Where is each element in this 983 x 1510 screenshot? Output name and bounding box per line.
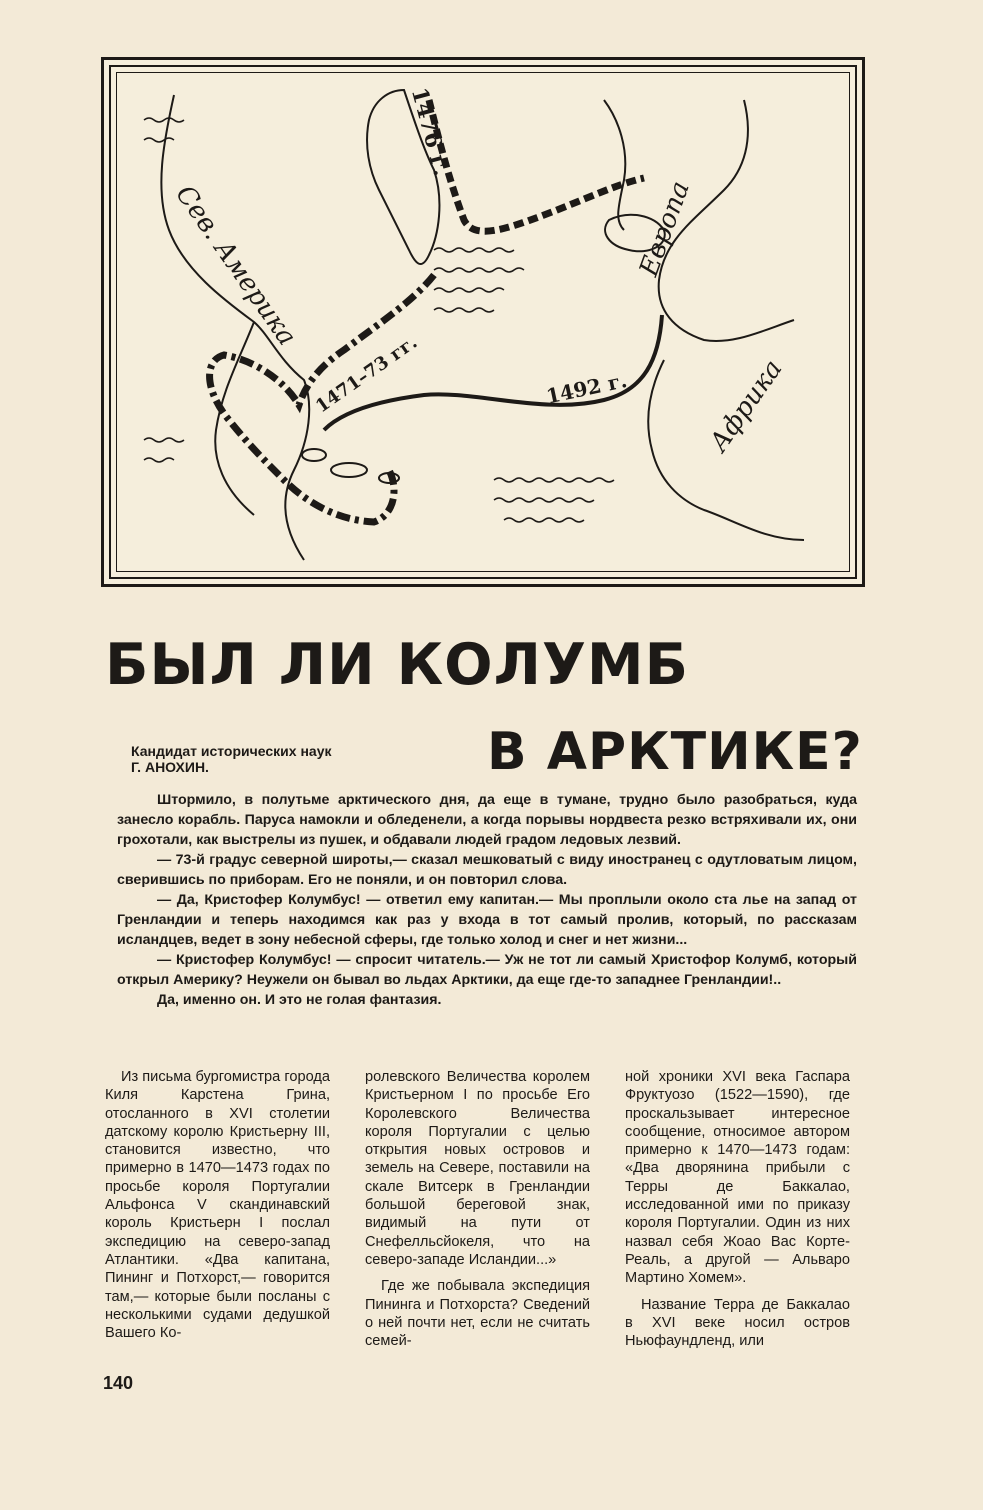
scandinavia	[604, 100, 625, 230]
intro-paragraph: Да, именно он. И это не голая фантазия.	[157, 992, 442, 1008]
byline	[131, 743, 451, 775]
body-column-3	[625, 1068, 850, 1350]
africa-coast	[648, 360, 804, 540]
north-america-coast	[161, 95, 309, 560]
body-paragraph: ной хроники XVI века Гаспара Фруктуозо (1522—1590), где проскальзывает интересное сообщение, относимое автором примерно к 1470—1473 годам: «Два дворянина прибыли с Терры де Баккалао, исследованной ими по приказу короля Португалии. Один из них назвал себя Жоао Вас Корте-Реаль, а другой — Альваро Мартино Хомем».	[625, 1069, 850, 1287]
map-label-north-america: Сев. Америка	[169, 180, 302, 352]
map-label-africa: Африка	[704, 354, 789, 458]
intro-paragraph: — Да, Кристофер Колумбус! — ответил ему капитан.— Мы проплыли около ста лье на запад от Гренландии и теперь находимся как раз у входа в тот самый пролив, который, по рассказам исландцев, ведет в зону небесной сферы, где только холод и снег и нет жизни...	[117, 892, 857, 948]
map-label-1471-73: 1471–73 гг.	[312, 331, 422, 418]
map-drawing	[104, 60, 868, 590]
body-paragraph: Где же побывала экспедиция Пининга и Потхорста? Сведений о ней почти нет, если не считать семей-	[365, 1278, 590, 1350]
article-title-line2: В АРКТИКЕ?	[487, 722, 863, 782]
route-1492	[324, 315, 662, 430]
body-paragraph: Из письма бургомистра города Киля Карстена Грина, отосланного в XVI столетии датскому королю Кристьерну III, становится известно, что примерно в 1470—1473 годах по просьбе короля Португалии Альфонса V скандинавский король Кристьерн I послал экспедицию на северо-запад Атлантики. «Два капитана, Пининг и Потхорст,— говорится там,— которые были посланы с несколькими судами дедушкой Вашего Ко-	[105, 1069, 330, 1342]
route-1471-73	[210, 275, 434, 522]
body-paragraph: Название Терра де Баккалао в XVI веке носил остров Ньюфаундленд, или	[625, 1296, 850, 1350]
body-column-1	[105, 1068, 330, 1342]
article-title-line1: БЫЛ ЛИ КОЛУМБ	[105, 632, 690, 698]
body-paragraph: ролевского Величества королем Кристьерном I по просьбе Его Королевского Величества короля Португалии с целью открытия новых островов и земель на Севере, поставили на скале Витсерк в Гренландии большой береговой знак, видимый на пути от Снефелльсйокеля, что на северо-западе Исландии...»	[365, 1069, 590, 1268]
page-number: 140	[103, 1373, 134, 1393]
intro-paragraph: — Кристофер Колумбус! — спросит читатель.— Уж не тот ли самый Христофор Колумб, который открыл Америку? Неужели он бывал во льдах Арктики, да еще где-то западнее Гренландии!..	[117, 952, 857, 988]
author-title: Кандидат исторических наук	[131, 743, 332, 759]
intro-paragraph: Штормило, в полутьме арктического дня, да еще в тумане, трудно было разобраться, куда занесло корабль. Паруса намокли и обледенели, а когда порывы нордвеста резко встряхивали их, они грохотали, как выстрелы из пушек, и обдавали людей градом ледовых лезвий.	[117, 792, 857, 848]
body-column-2	[365, 1068, 590, 1350]
europe-coast	[659, 100, 794, 341]
map-label-1476: 1476 г.	[405, 85, 455, 179]
map-illustration	[101, 57, 865, 587]
intro-paragraph: — 73-й градус северной широты,— сказал мешковатый с виду иностранец с одутловатым лицом, сверившись по приборам. Его не поняли, и он повторил слова.	[117, 852, 857, 888]
greenland	[367, 90, 439, 264]
route-1476	[429, 100, 644, 231]
map-label-europe: Европа	[634, 177, 696, 281]
article-intro	[117, 790, 857, 1010]
map-label-1492: 1492 г.	[544, 367, 630, 409]
author-name: Г. АНОХИН.	[131, 759, 209, 775]
